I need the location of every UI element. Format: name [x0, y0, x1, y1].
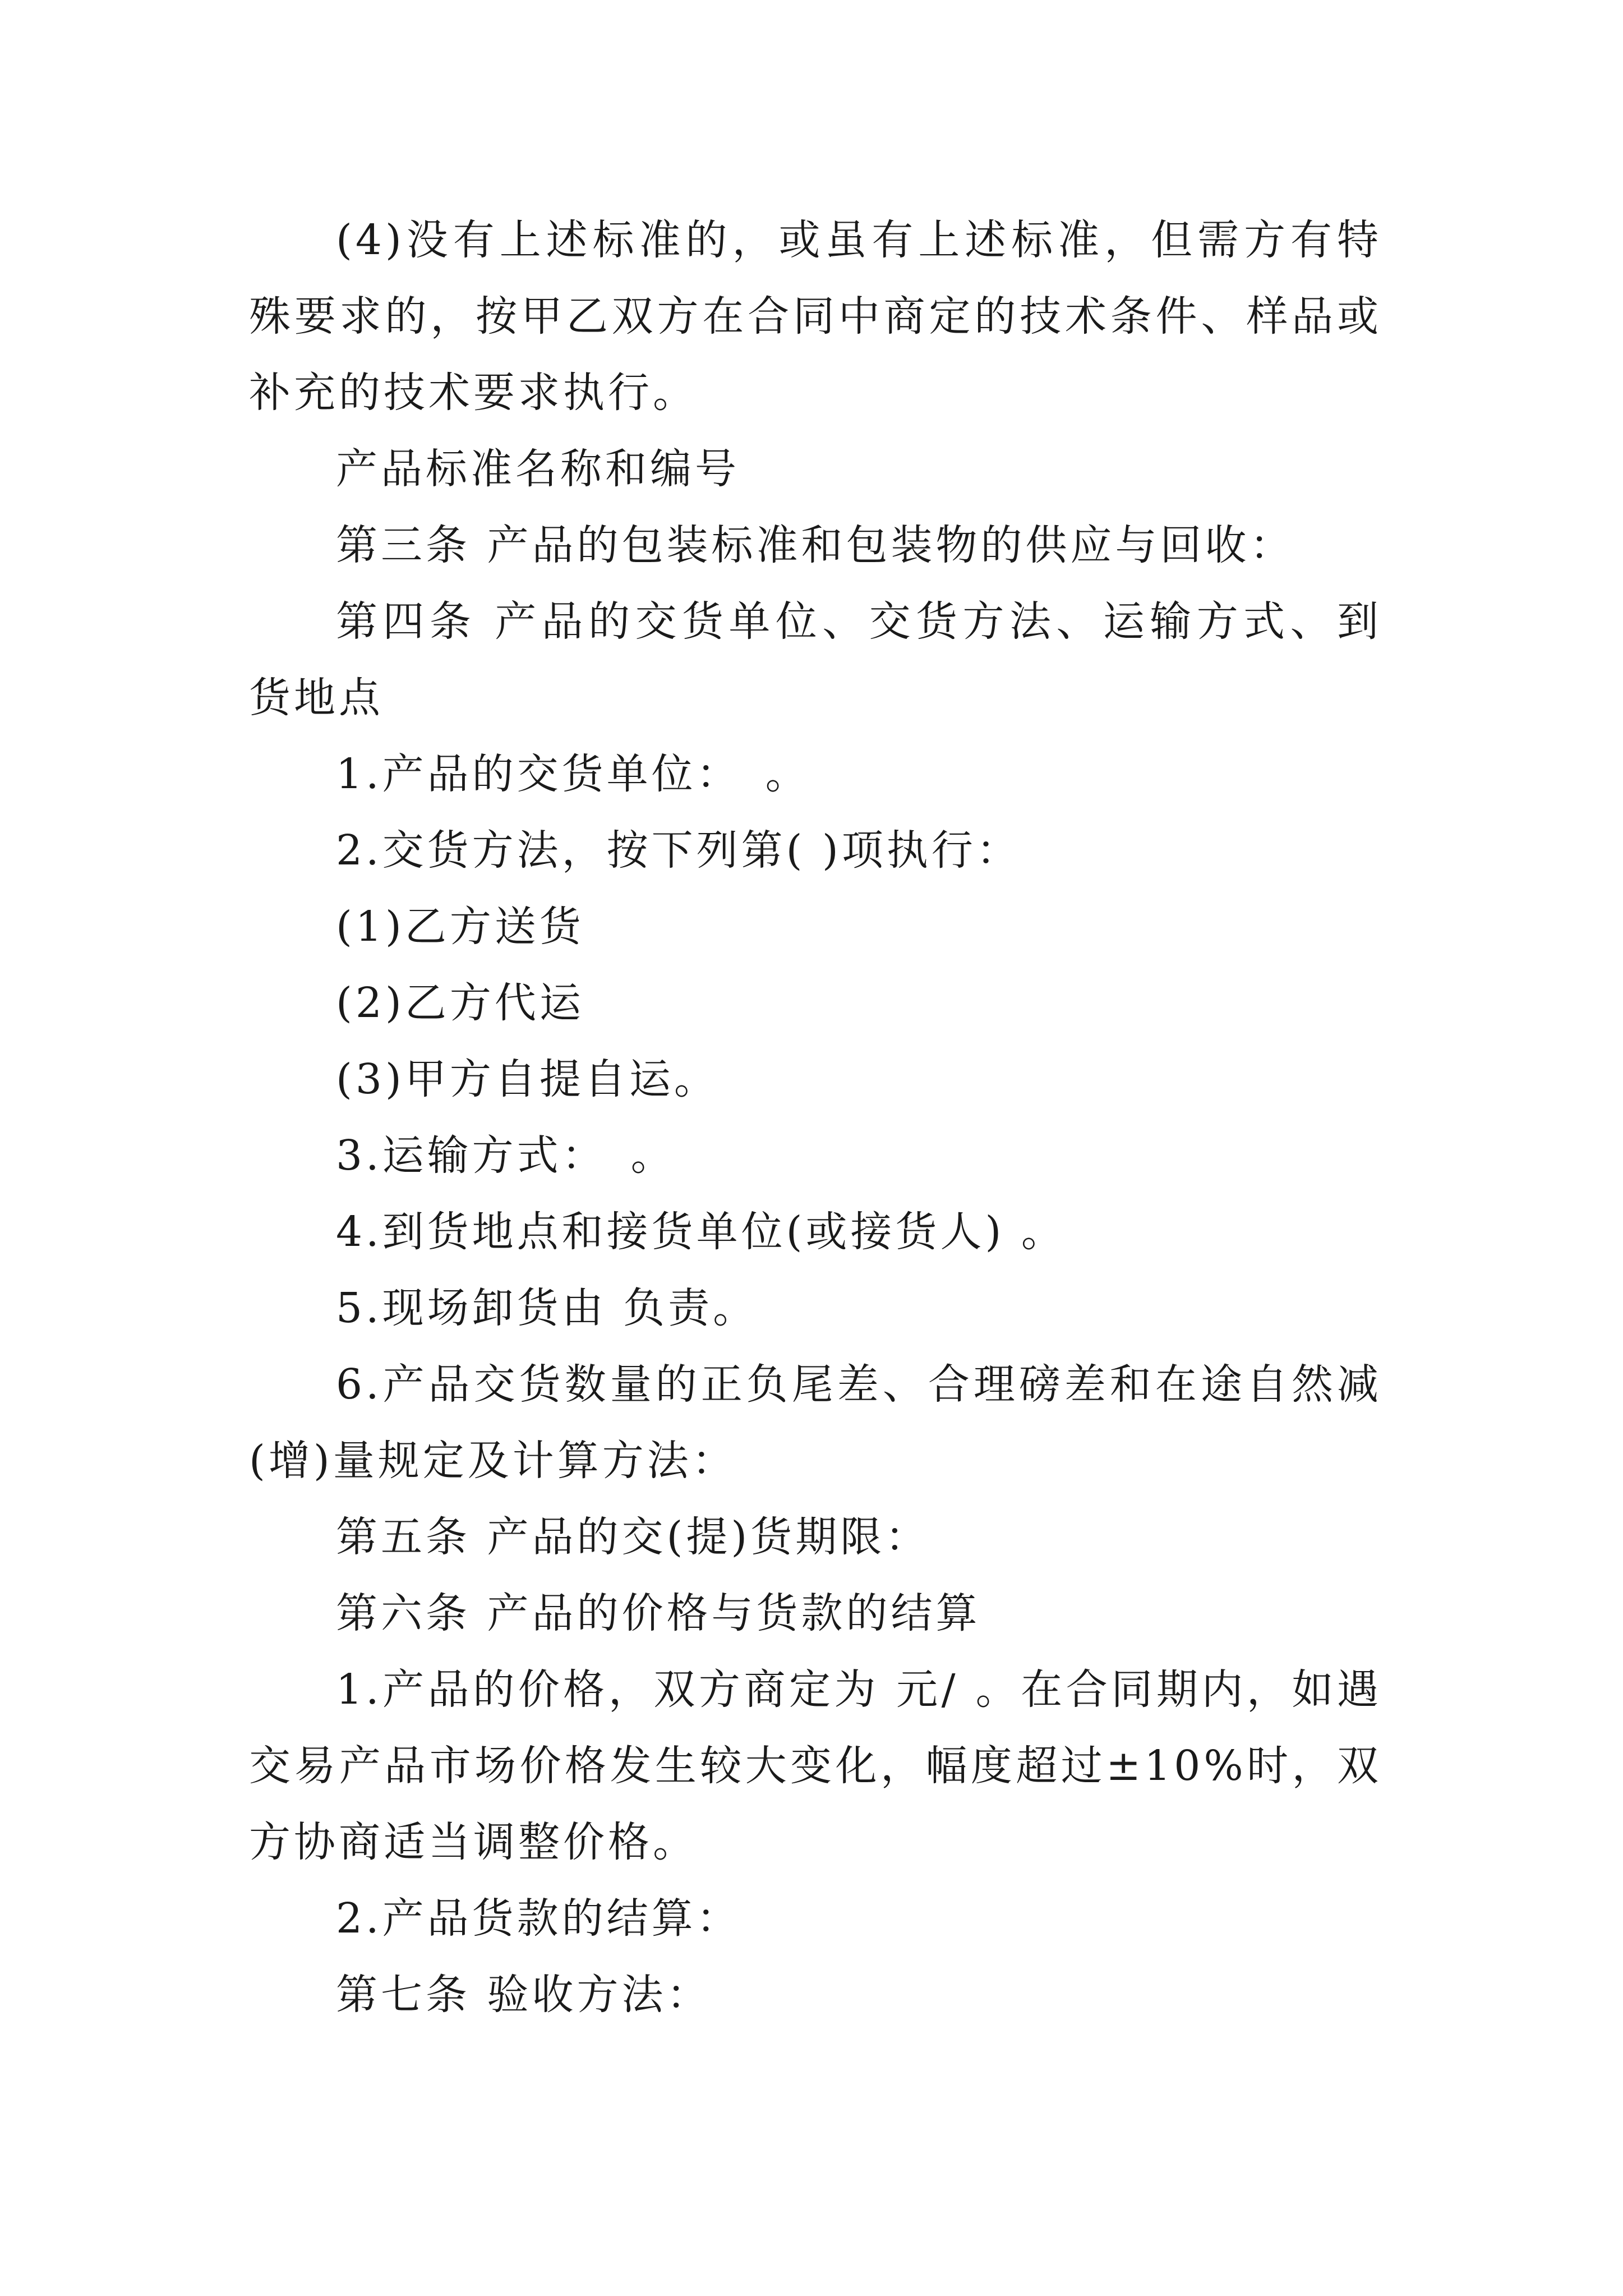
document-body: [249, 202, 1382, 2033]
paragraph-destination: 4.到货地点和接货单位(或接货人) 。: [336, 1208, 1066, 1256]
paragraph-article-7: 第七条 验收方法：: [336, 1971, 712, 2019]
paragraph-article-6: 第六条 产品的价格与货款的结算: [336, 1589, 981, 1637]
paragraph-settlement: 2.产品货款的结算：: [336, 1894, 741, 1943]
paragraph-quantity-tolerance: 6.产品交货数量的正负尾差、合理磅差和在途自然减(增)量规定及计算方法：: [249, 1360, 1382, 1485]
paragraph-option-2: (2)乙方代运: [336, 979, 584, 1027]
paragraph-price: 1.产品的价格，双方商定为 元/ 。在合同期内，如遇交易产品市场价格发生较大变化，幅度超过±10%时，双方协商适当调整价格。: [249, 1665, 1382, 1866]
paragraph-clause-2-item-4: (4)没有上述标准的，或虽有上述标准，但需方有特殊要求的，按甲乙双方在合同中商定的技术条件、样品或补充的技术要求执行。: [249, 216, 1382, 417]
paragraph-article-5: 第五条 产品的交(提)货期限：: [336, 1513, 930, 1561]
paragraph-delivery-unit: 1.产品的交货单位： 。: [336, 750, 810, 798]
paragraph-option-1: (1)乙方送货: [336, 903, 584, 951]
paragraph-option-3: (3)甲方自提自运。: [336, 1055, 719, 1103]
paragraph-article-4: 第四条 产品的交货单位、交货方法、运输方式、到货地点: [249, 597, 1382, 722]
paragraph-delivery-method: 2.交货方法，按下列第( )项执行：: [336, 826, 1021, 875]
paragraph-unloading: 5.现场卸货由 负责。: [336, 1284, 758, 1332]
paragraph-article-3: 第三条 产品的包装标准和包装物的供应与回收：: [336, 521, 1295, 569]
paragraph-transport-method: 3.运输方式： 。: [336, 1131, 676, 1180]
paragraph-standard-name: 产品标准名称和编号: [336, 445, 740, 493]
